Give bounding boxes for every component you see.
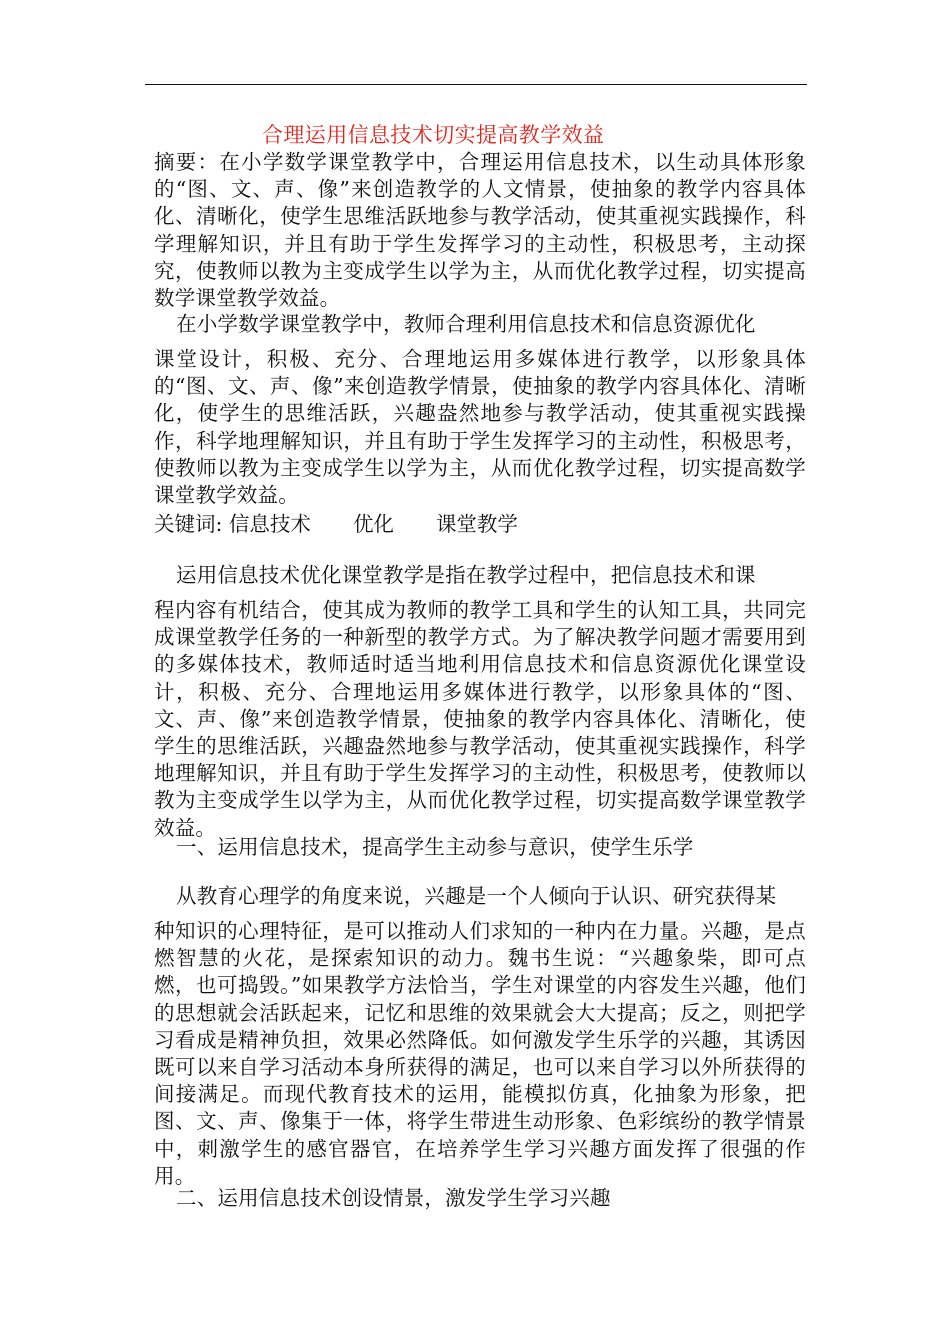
keywords-line <box>154 510 518 538</box>
paragraph-1-first-line: 在小学数学课堂教学中，教师合理利用信息技术和信息资源优化 <box>176 312 756 336</box>
section-heading-2: 二、运用信息技术创设情景，激发学生学习兴趣 <box>176 1186 611 1210</box>
keyword-classroom-teaching: 课堂教学 <box>435 512 518 536</box>
header-rule <box>145 84 807 85</box>
paragraph-2-first-line: 运用信息技术优化课堂教学是指在教学过程中，把信息技术和课 <box>176 563 756 587</box>
keywords-label: 关键词: 信息技术 <box>154 512 311 536</box>
section-heading-1: 一、运用信息技术，提高学生主动参与意识，使学生乐学 <box>176 835 694 859</box>
document-title: 合理运用信息技术切实提高教学效益 <box>262 123 605 147</box>
keyword-optimize: 优化 <box>352 512 394 536</box>
paragraph-1-body: 课堂设计，积极、充分、合理地运用多媒体进行教学，以形象具体的“图、文、声、像”来创造教学情景，使抽象的教学内容具体化、清晰化，使学生的思维活跃，兴趣盎然地参与教学活动，使其重视实践操作，科学地理解知识，并且有助于学生发挥学习的主动性，积极思考，使教师以教为主变成学生以学为主，从而优化教学过程，切实提高数学课堂教学效益。 <box>154 347 806 508</box>
paragraph-3-first-line: 从教育心理学的角度来说，兴趣是一个人倾向于认识、研究获得某 <box>176 884 777 908</box>
abstract-paragraph: 摘要：在小学数学课堂教学中，合理运用信息技术，以生动具体形象的“图、文、声、像”来创造教学的人文情景，使抽象的教学内容具体化、清晰化，使学生思维活跃地参与教学活动，使其重视实践操作，科学理解知识，并且有助于学生发挥学习的主动性，积极思考，主动探究，使教师以教为主变成学生以学为主，从而优化教学过程，切实提高数学课堂教学效益。 <box>154 150 806 311</box>
paragraph-2-body: 程内容有机结合，使其成为教师的教学工具和学生的认知工具，共同完成课堂教学任务的一种新型的教学方式。为了解决教学问题才需要用到的多媒体技术，教师适时适当地利用信息技术和信息资源优化课堂设计，积极、充分、合理地运用多媒体进行教学，以形象具体的“图、文、声、像”来创造教学情景，使抽象的教学内容具体化、清晰化，使学生的思维活跃，兴趣盎然地参与教学活动，使其重视实践操作，科学地理解知识，并且有助于学生发挥学习的主动性，积极思考，使教师以教为主变成学生以学为主，从而优化教学过程，切实提高数学课堂教学效益。 <box>154 598 806 840</box>
paragraph-3-body: 种知识的心理特征，是可以推动人们求知的一种内在力量。兴趣，是点燃智慧的火花，是探索知识的动力。魏书生说：“兴趣象柴，即可点燃，也可捣毁。”如果教学方法恰当，学生对课堂的内容发生兴趣，他们的思想就会活跃起来，记忆和思维的效果就会大大提高；反之，则把学习看成是精神负担，效果必然降低。如何激发学生乐学的兴趣，其诱因既可以来自学习活动本身所获得的满足，也可以来自学习以外所获得的间接满足。而现代教育技术的运用，能模拟仿真，化抽象为形象，把图、文、声、像集于一体，将学生带进生动形象、色彩缤纷的教学情景中，刺激学生的感官器官，在培养学生学习兴趣方面发挥了很强的作用。 <box>154 919 806 1188</box>
